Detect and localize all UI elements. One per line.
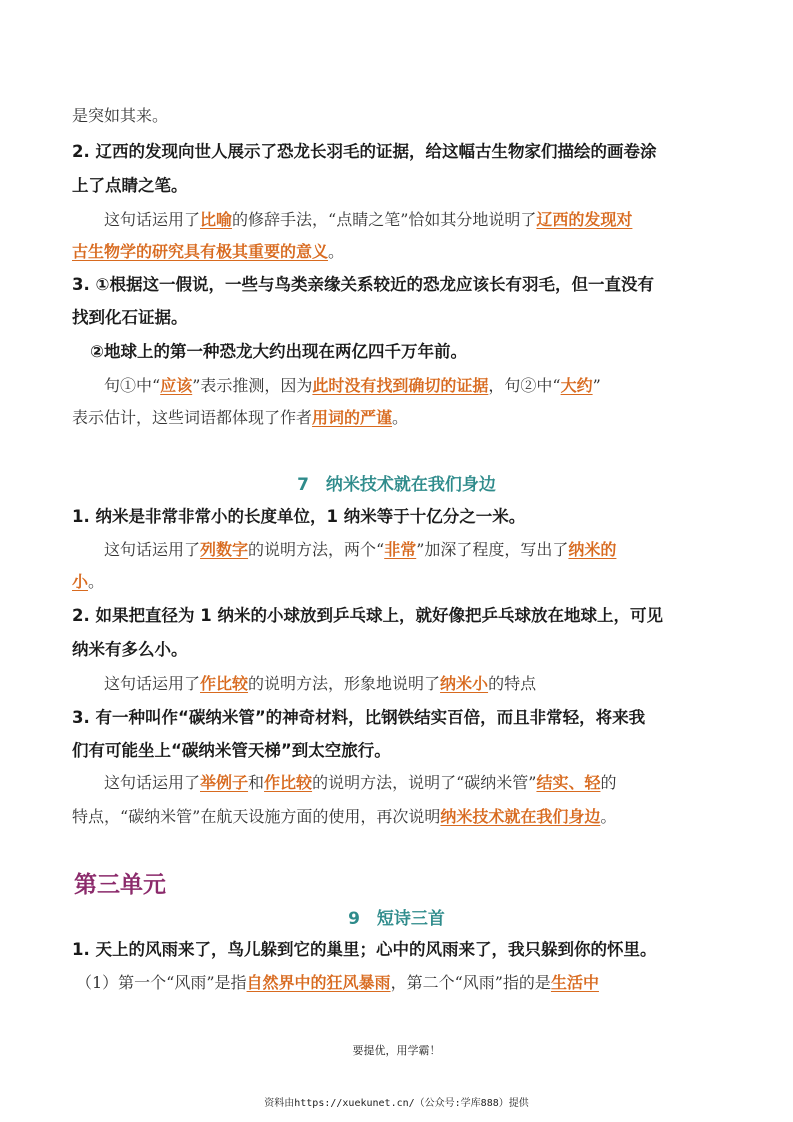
- s7-question-3-line-2: 们有可能坐上“碳纳米管天梯”到太空旅行。: [72, 741, 391, 760]
- answer-blank: 自然界中的狂风暴雨: [246, 973, 391, 992]
- question-3-line-2: 找到化石证据。: [72, 308, 188, 327]
- text: 。: [600, 807, 617, 826]
- s7-question-2-line-2: 纳米有多么小。: [72, 640, 188, 659]
- text: 。: [328, 242, 345, 261]
- answer-blank: 结实、轻: [536, 773, 601, 792]
- answer-blank: 用词的严谨: [312, 408, 393, 427]
- text: ，句②中“: [488, 376, 561, 395]
- answer-blank: 列数字: [200, 540, 249, 559]
- text: 的: [600, 773, 617, 792]
- answer-blank: 此时没有找到确切的证据: [312, 376, 489, 395]
- answer-blank: 大约: [560, 376, 593, 395]
- text: 。: [392, 408, 409, 427]
- text: 的说明方法，说明了“碳纳米管”: [312, 773, 537, 792]
- text: 的特点: [488, 674, 537, 693]
- text: 这句话运用了: [104, 210, 201, 229]
- answer-blank: 辽西的发现对: [536, 210, 633, 229]
- text: ”: [592, 376, 601, 395]
- text: 这句话运用了: [104, 540, 201, 559]
- s7-question-3-explanation-line-2: [72, 805, 616, 829]
- answer-blank: 生活中: [550, 973, 599, 992]
- unit-heading: 第三单元: [74, 872, 166, 898]
- text: ”表示推测，因为: [192, 376, 313, 395]
- answer-blank: 古生物学的研究具有极其重要的意义: [72, 242, 329, 261]
- section-heading-9: 9 短诗三首: [348, 909, 445, 929]
- answer-blank: 纳米技术就在我们身边: [440, 807, 601, 826]
- text: 表示估计，这些词语都体现了作者: [72, 408, 313, 427]
- answer-blank: 作比较: [264, 773, 313, 792]
- text: 特点，“碳纳米管”在航天设施方面的使用，再次说明: [72, 807, 441, 826]
- question-3-line-3: ②地球上的第一种恐龙大约出现在两亿四千万年前。: [90, 342, 467, 361]
- s7-question-1-line-1: 1. 纳米是非常非常小的长度单位，1 纳米等于十亿分之一米。: [72, 507, 526, 526]
- text: 的修辞手法，“点睛之笔”恰如其分地说明了: [232, 210, 537, 229]
- text: 的说明方法，两个“: [248, 540, 385, 559]
- s7-question-3-line-1: 3. 有一种叫作“碳纳米管”的神奇材料，比钢铁结实百倍，而且非常轻，将来我: [72, 708, 646, 727]
- question-3-explanation-line-1: [104, 374, 601, 398]
- question-3-explanation-line-2: [72, 406, 408, 430]
- answer-blank: 小: [72, 572, 89, 591]
- text: 的说明方法，形象地说明了: [248, 674, 441, 693]
- answer-blank: 应该: [160, 376, 193, 395]
- paragraph-continuation: 是突如其来。: [72, 106, 169, 125]
- answer-blank: 纳米小: [440, 674, 489, 693]
- answer-blank: 举例子: [200, 773, 249, 792]
- s9-question-1-explanation-line-1: [76, 971, 599, 995]
- answer-blank: 比喻: [200, 210, 233, 229]
- s7-question-3-explanation-line-1: [104, 771, 616, 795]
- s7-question-1-explanation-line-1: [104, 538, 616, 562]
- text: ”加深了程度，写出了: [416, 540, 569, 559]
- s7-question-1-explanation-line-2: [72, 570, 104, 594]
- text: 。: [88, 572, 105, 591]
- text: ，第二个“风雨”指的是: [390, 973, 551, 992]
- text: 这句话运用了: [104, 674, 201, 693]
- text: 和: [248, 773, 265, 792]
- text: 句①中“: [104, 376, 161, 395]
- footer-source: 资料由https://xuekunet.cn/（公众号:学库888）提供: [264, 1098, 529, 1109]
- s7-question-2-explanation-line-1: [104, 672, 536, 696]
- s7-question-2-line-1: 2. 如果把直径为 1 纳米的小球放到乒乓球上，就好像把乒乓球放在地球上，可见: [72, 606, 663, 625]
- question-2-explanation-line-2: [72, 240, 344, 264]
- section-heading-7: 7 纳米技术就在我们身边: [297, 475, 496, 495]
- s9-question-1-line-1: 1. 天上的风雨来了，鸟儿躲到它的巢里；心中的风雨来了，我只躲到你的怀里。: [72, 940, 657, 959]
- answer-blank: 作比较: [200, 674, 249, 693]
- question-2-line-1: 2. 辽西的发现向世人展示了恐龙长羽毛的证据，给这幅古生物家们描绘的画卷涂: [72, 142, 657, 161]
- question-2-explanation-line-1: [104, 208, 632, 232]
- footer-slogan: 要提优，用学霸！: [352, 1044, 441, 1057]
- text: 这句话运用了: [104, 773, 201, 792]
- answer-blank: 纳米的: [568, 540, 617, 559]
- answer-blank: 非常: [384, 540, 417, 559]
- question-3-line-1: 3. ①根据这一假说，一些与鸟类亲缘关系较近的恐龙应该长有羽毛，但一直没有: [72, 275, 654, 294]
- question-2-line-2: 上了点睛之笔。: [72, 176, 188, 195]
- text: （1）第一个“风雨”是指: [76, 973, 247, 992]
